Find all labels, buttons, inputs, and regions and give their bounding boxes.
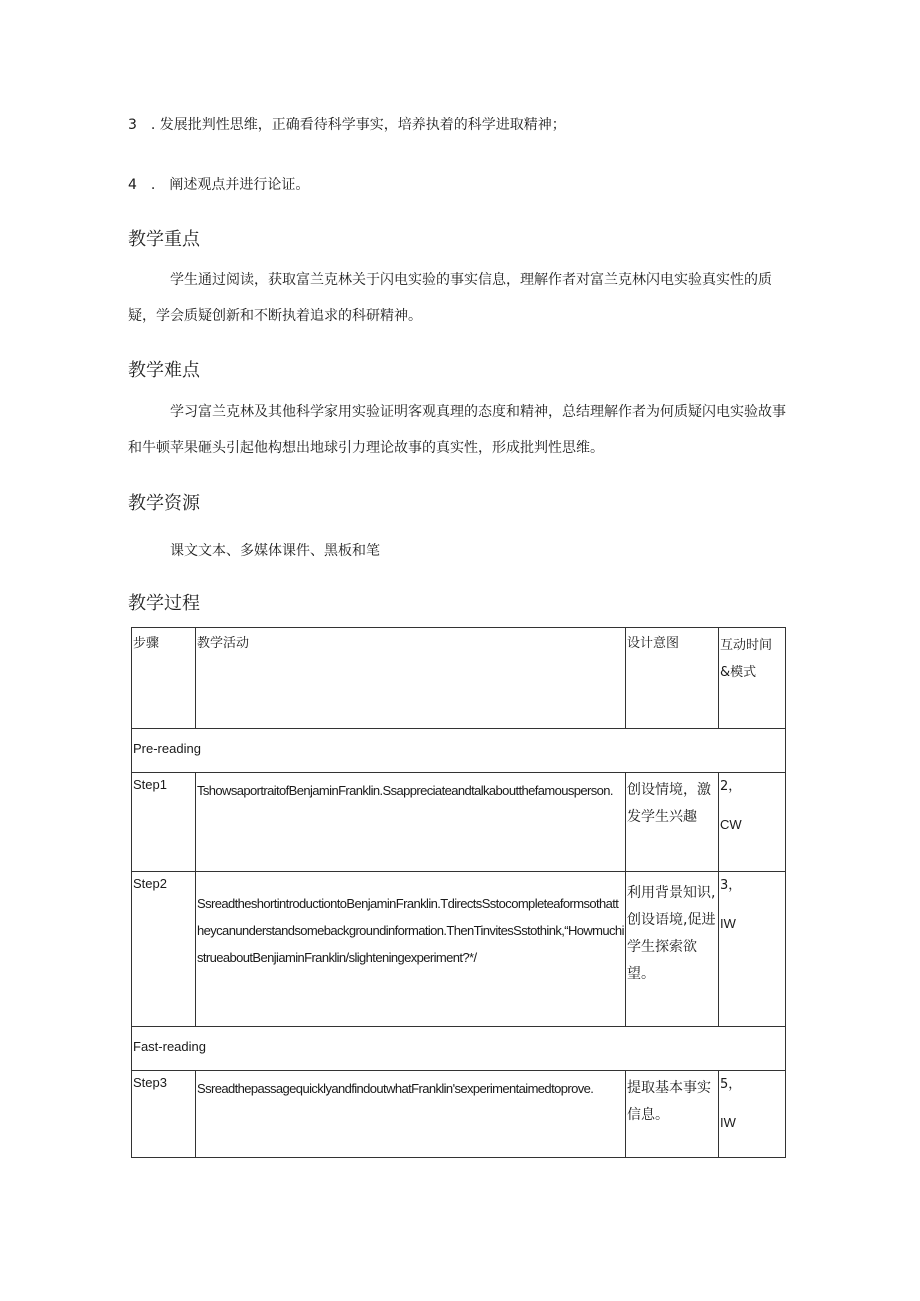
header-activity: 教学活动 bbox=[196, 628, 626, 729]
header-mode-line2: &模式 bbox=[720, 665, 757, 680]
table-row bbox=[132, 773, 786, 872]
step-cell: Step3 bbox=[132, 1071, 196, 1158]
activity-cell: SsreadthepassagequicklyandfindoutwhatFranklin'sexperimentaimedtoprove. bbox=[196, 1071, 626, 1158]
intent-cell: 提取基本事实信息。 bbox=[626, 1071, 719, 1158]
resources-text: 课文文本、多媒体课件、黑板和笔 bbox=[170, 543, 380, 559]
intent-cell: 利用背景知识,创设语境,促进学生探索欲望。 bbox=[626, 872, 719, 1027]
time-value: 2， bbox=[720, 779, 742, 794]
header-intent: 设计意图 bbox=[626, 628, 719, 729]
mode-cell bbox=[719, 773, 786, 872]
table-row bbox=[132, 1071, 786, 1158]
header-step: 步骤 bbox=[132, 628, 196, 729]
time-value: 3， bbox=[720, 878, 742, 893]
key-points-heading: 教学重点 bbox=[128, 229, 200, 250]
header-mode-line1: 互动时间 bbox=[720, 638, 773, 653]
table-row bbox=[132, 872, 786, 1027]
header-mode bbox=[719, 628, 786, 729]
section-row-fast-reading bbox=[132, 1027, 786, 1071]
mode-cell bbox=[719, 1071, 786, 1158]
difficulties-heading: 教学难点 bbox=[128, 360, 200, 381]
section-pre-reading: Pre-reading bbox=[132, 729, 786, 773]
step-cell: Step2 bbox=[132, 872, 196, 1027]
section-row-pre-reading bbox=[132, 729, 786, 773]
difficulties-text: 学习富兰克林及其他科学家用实验证明客观真理的态度和精神，总结理解作者为何质疑闪电实验故事和牛顿苹果砸头引起他构想出地球引力理论故事的真实性，形成批判性思维。 bbox=[128, 404, 786, 456]
process-heading: 教学过程 bbox=[128, 593, 200, 614]
activity-cell: SsreadtheshortintroductiontoBenjaminFranklin.TdirectsSstocompleteaformsothattheycanunderstandsomebackgroundinformation.ThenTinvitesSstothink,“HowmuchistrueaboutBenjiaminFranklin/slighteningexperiment?*/ bbox=[196, 872, 626, 1027]
section-fast-reading: Fast-reading bbox=[132, 1027, 786, 1071]
table-header-row bbox=[132, 628, 786, 729]
objective-item-4: 4 . 阐述观点并进行论证。 bbox=[128, 177, 310, 193]
time-value: 5， bbox=[720, 1077, 742, 1092]
intent-cell: 创设情境，激发学生兴趣 bbox=[626, 773, 719, 872]
mode-cell bbox=[719, 872, 786, 1027]
objective-item-3: 3 . 发展批判性思维，正确看待科学事实，培养执着的科学进取精神； bbox=[128, 117, 566, 133]
resources-heading: 教学资源 bbox=[128, 493, 200, 514]
mode-value: CW bbox=[720, 817, 742, 832]
step-cell: Step1 bbox=[132, 773, 196, 872]
mode-value: IW bbox=[720, 916, 736, 931]
mode-value: IW bbox=[720, 1115, 736, 1130]
activity-cell: TshowsaportraitofBenjaminFranklin.Ssappreciateandtalkaboutthefamousperson. bbox=[196, 773, 626, 872]
key-points-text: 学生通过阅读，获取富兰克林关于闪电实验的事实信息，理解作者对富兰克林闪电实验真实性的质疑，学会质疑创新和不断执着追求的科研精神。 bbox=[128, 272, 772, 324]
lesson-table bbox=[131, 627, 786, 1158]
